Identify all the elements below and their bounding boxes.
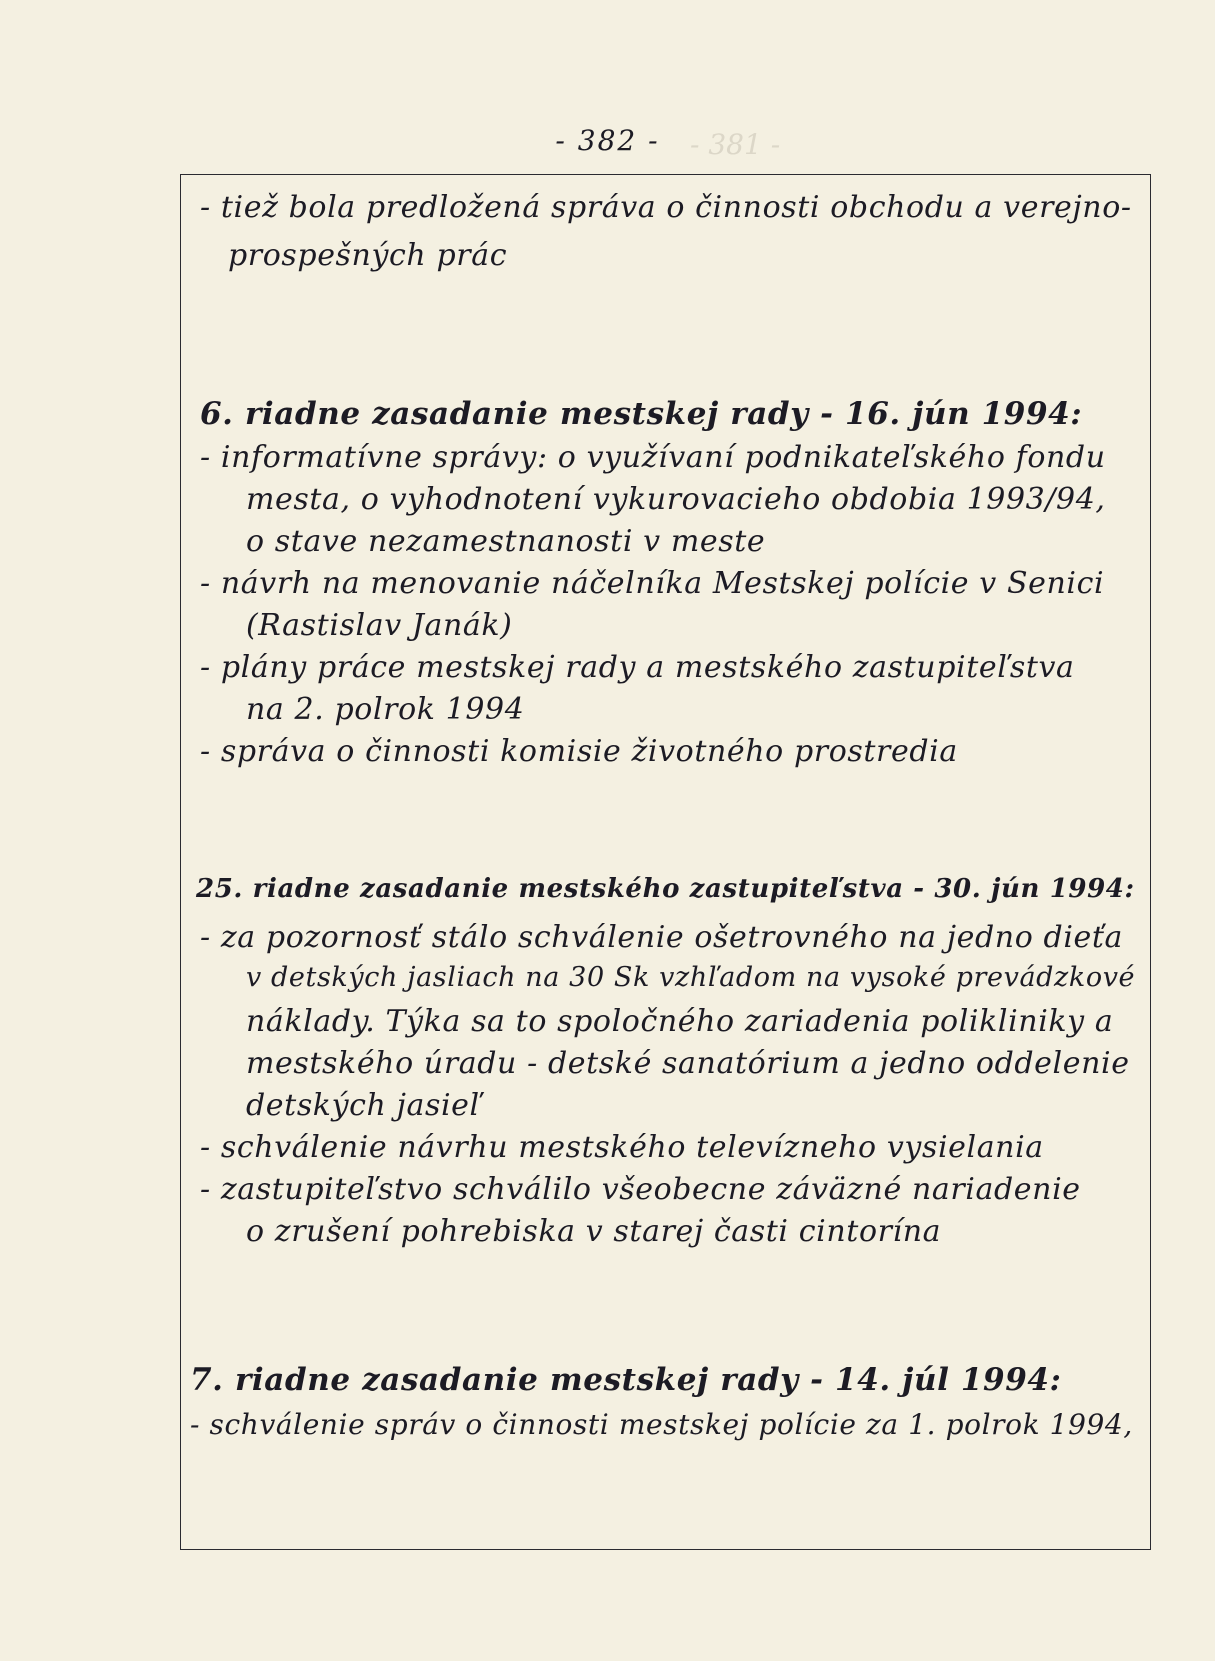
meeting-heading: 6. riadne zasadanie mestskej rady - 16. jún 1994: bbox=[200, 396, 1083, 432]
text-line: - zastupiteľstvo schválilo všeobecne záväzné nariadenie bbox=[200, 1172, 1081, 1207]
text-line: prospešných prác bbox=[228, 238, 508, 273]
text-line: - schválenie správ o činnosti mestskej polície za 1. polrok 1994, bbox=[190, 1408, 1133, 1441]
text-line: o zrušení pohrebiska v starej časti cintorína bbox=[246, 1214, 942, 1249]
text-line: - návrh na menovanie náčelníka Mestskej polície v Senici bbox=[200, 566, 1105, 601]
page-frame bbox=[180, 174, 1151, 1550]
text-line: v detských jasliach na 30 Sk vzhľadom na vysoké prevádzkové bbox=[246, 962, 1136, 993]
page-number: - 382 - bbox=[555, 124, 660, 157]
text-line: detských jasieľ bbox=[246, 1088, 483, 1123]
text-line: na 2. polrok 1994 bbox=[246, 692, 525, 727]
text-line: - tiež bola predložená správa o činnosti obchodu a verejno- bbox=[200, 190, 1132, 225]
text-line: - za pozornosť stálo schválenie ošetrovného na jedno dieťa bbox=[200, 920, 1124, 955]
text-line: - správa o činnosti komisie životného prostredia bbox=[200, 734, 958, 769]
bleed-through-page-number: - 381 - bbox=[690, 128, 781, 161]
text-line: náklady. Týka sa to spoločného zariadenia polikliniky a bbox=[246, 1004, 1114, 1039]
meeting-heading: 25. riadne zasadanie mestského zastupiteľstva - 30. jún 1994: bbox=[196, 874, 1135, 904]
text-line: (Rastislav Janák) bbox=[246, 608, 513, 643]
text-line: mesta, o vyhodnotení vykurovacieho obdobia 1993/94, bbox=[246, 482, 1106, 517]
text-line: - schválenie návrhu mestského televízneho vysielania bbox=[200, 1130, 1044, 1165]
text-line: o stave nezamestnanosti v meste bbox=[246, 524, 766, 559]
text-line: - plány práce mestskej rady a mestského zastupiteľstva bbox=[200, 650, 1075, 685]
text-line: - informatívne správy: o využívaní podnikateľského fondu bbox=[200, 440, 1106, 475]
meeting-heading: 7. riadne zasadanie mestskej rady - 14. júl 1994: bbox=[190, 1362, 1062, 1398]
text-line: mestského úradu - detské sanatórium a jedno oddelenie bbox=[246, 1046, 1130, 1081]
